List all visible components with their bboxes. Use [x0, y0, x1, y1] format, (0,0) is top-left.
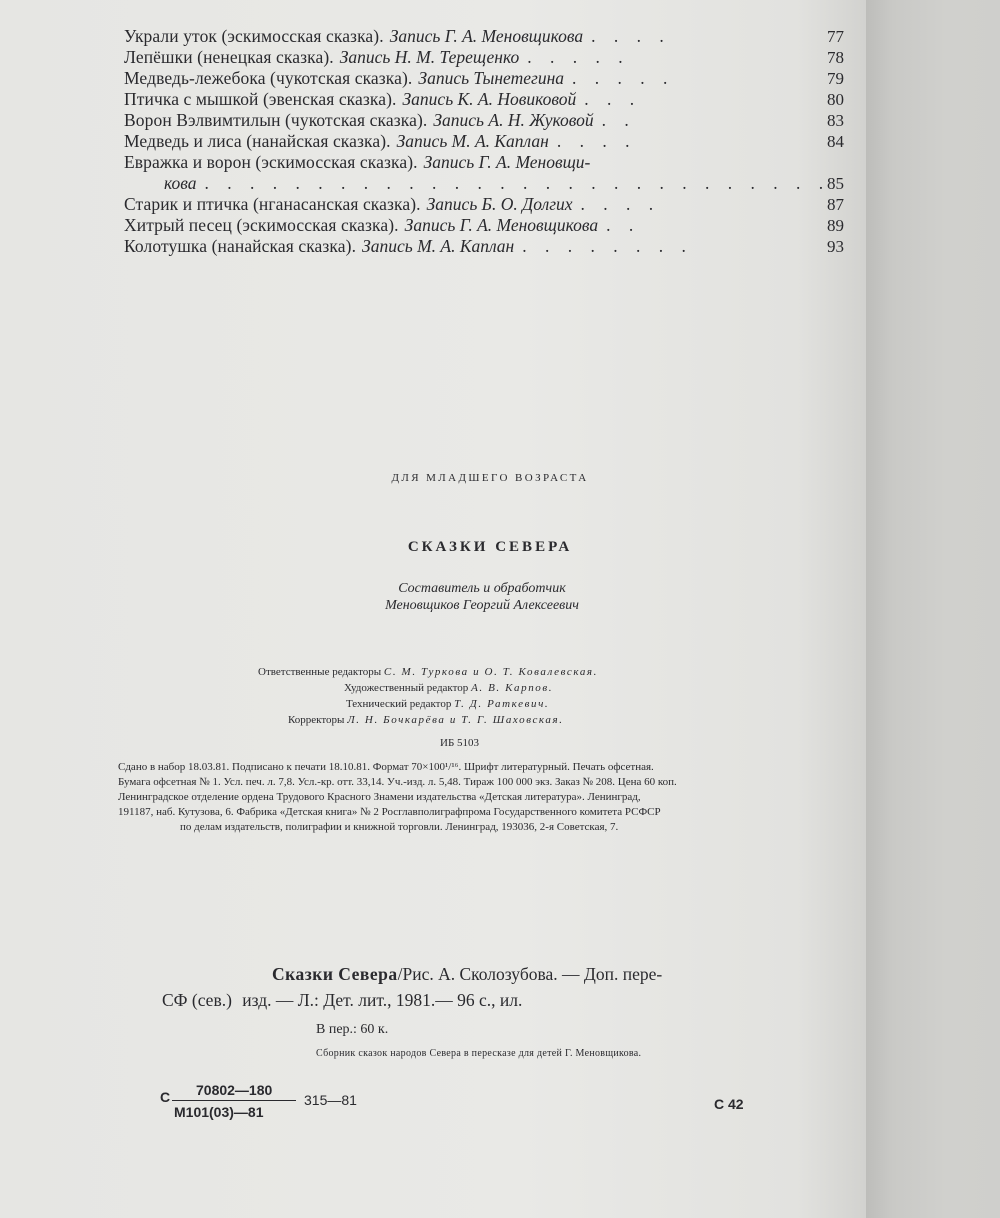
toc-author: Запись Тынетегина — [418, 68, 565, 88]
toc-page-number: 78 — [827, 48, 844, 67]
toc-row — [124, 26, 854, 47]
toc-author: Запись Г. А. Меновщикова — [404, 215, 599, 235]
credit-line: Технический редактор Т. Д. Раткевич. — [346, 698, 550, 710]
toc-author: Запись Б. О. Долгих — [426, 194, 573, 214]
toc-leader-dots: . . . . . — [572, 68, 675, 88]
toc-title: Старик и птичка (нганасанская сказка). — [124, 194, 421, 214]
code-right: С 42 — [714, 1096, 744, 1112]
imprint-line: Сдано в набор 18.03.81. Подписано к печати 18.10.81. Формат 70×100¹/¹⁶. Шрифт литературный. Печать офсетная. — [118, 761, 654, 773]
toc-page-number: 83 — [827, 111, 844, 130]
credit-line: Художественный редактор А. В. Карпов. — [344, 682, 554, 694]
toc-leader-dots: . . . . . . . . . . . . . . . . . . . . . . . . . . . . — [204, 173, 831, 193]
imprint-line: Бумага офсетная № 1. Усл. печ. л. 7,8. Усл.-кр. отт. 33,14. Уч.-изд. л. 5,48. Тираж 100 000 экз. Заказ № 208. Цена 60 коп. — [118, 776, 677, 788]
toc-leader-dots: . . — [601, 110, 636, 130]
toc-title: Евражка и ворон (эскимосская сказка). — [124, 152, 418, 172]
imprint-line: по делам издательств, полиграфии и книжной торговли. Ленинград, 193036, 2-я Советская, 7. — [180, 821, 619, 833]
toc-author: Запись Н. М. Терещенко — [339, 47, 520, 67]
biblio-line-2: СФ (сев.) изд. — Л.: Дет. лит., 1981.— 96 с., ил. — [162, 990, 523, 1010]
toc-author: Запись Г. А. Меновщи- — [423, 152, 591, 172]
table-of-contents — [124, 26, 854, 257]
toc-page-number: 79 — [827, 69, 844, 88]
toc-author: Запись А. Н. Жуковой — [433, 110, 594, 130]
compiler-role: Составитель и обработчик — [398, 581, 566, 596]
code-numerator: 70802—180 — [196, 1082, 273, 1098]
toc-page-number: 84 — [827, 132, 844, 151]
imprint-line: Ленинградское отделение ордена Трудового Красного Знамени издательства «Детская литература». Ленинград, — [118, 791, 641, 803]
toc-page-number: 93 — [827, 237, 844, 256]
toc-row — [124, 152, 854, 173]
toc-row — [124, 236, 854, 257]
ib-number: ИБ 5103 — [440, 737, 480, 749]
credit-line: Корректоры Л. Н. Бочкарёва и Т. Г. Шаховская. — [288, 714, 564, 726]
toc-page-number: 89 — [827, 216, 844, 235]
credit-line: Ответственные редакторы С. М. Туркова и О. Т. Ковалевская. — [258, 666, 598, 678]
toc-leader-dots: . . . . — [580, 194, 661, 214]
toc-title: Хитрый песец (эскимосская сказка). — [124, 215, 399, 235]
toc-row — [124, 110, 854, 131]
toc-row — [124, 68, 854, 89]
toc-row — [124, 131, 854, 152]
toc-author: кова — [164, 173, 197, 193]
code-suffix: 315—81 — [304, 1092, 357, 1108]
toc-leader-dots: . . . . — [556, 131, 637, 151]
toc-title: Медведь и лиса (нанайская сказка). — [124, 131, 391, 151]
toc-title: Колотушка (нанайская сказка). — [124, 236, 357, 256]
toc-author: Запись Г. А. Меновщикова — [389, 26, 584, 46]
toc-author: Запись М. А. Каплан — [362, 236, 515, 256]
toc-title: Ворон Вэлвимтилын (чукотская сказка). — [124, 110, 428, 130]
toc-leader-dots: . . . — [584, 89, 642, 109]
compiler-name: Меновщиков Георгий Алексеевич — [385, 598, 579, 613]
class-code: СФ (сев.) — [162, 990, 232, 1010]
toc-leader-dots: . . — [606, 215, 641, 235]
toc-page-number: 87 — [827, 195, 844, 214]
toc-row — [124, 194, 854, 215]
imprint-block — [118, 760, 838, 835]
fraction-line — [172, 1100, 296, 1101]
toc-page-number: 85 — [827, 174, 844, 193]
code-prefix: С — [160, 1089, 171, 1105]
toc-row — [124, 47, 854, 68]
code-denominator: М101(03)—81 — [174, 1104, 264, 1120]
biblio-line-1: Сказки Севера/Рис. А. Сколозубова. — Доп. пере- — [272, 964, 663, 984]
toc-row — [124, 215, 854, 236]
toc-leader-dots: . . . . — [591, 26, 671, 46]
toc-row — [124, 89, 854, 110]
book-title: СКАЗКИ СЕВЕРА — [407, 539, 573, 555]
toc-page-number: 80 — [827, 90, 844, 109]
toc-page-number: 77 — [827, 27, 844, 46]
age-label: ДЛЯ МЛАДШЕГО ВОЗРАСТА — [391, 472, 589, 484]
toc-author: Запись К. А. Новиковой — [402, 89, 577, 109]
toc-title: Птичка с мышкой (эвенская сказка). — [124, 89, 397, 109]
imprint-line: 191187, наб. Кутузова, 6. Фабрика «Детская книга» № 2 Росглавполиграфпрома Государственного комитета РСФСР — [118, 806, 661, 818]
toc-leader-dots: . . . . . . . . — [522, 236, 693, 256]
toc-title: Медведь-лежебока (чукотская сказка). — [124, 68, 413, 88]
toc-title: Украли уток (эскимосская сказка). — [124, 26, 384, 46]
price: В пер.: 60 к. — [316, 1022, 389, 1037]
toc-leader-dots: . . . . . — [527, 47, 630, 67]
toc-row — [124, 173, 854, 194]
toc-title: Лепёшки (ненецкая сказка). — [124, 47, 334, 67]
summary: Сборник сказок народов Севера в пересказе для детей Г. Меновщикова. — [316, 1048, 642, 1059]
toc-author: Запись М. А. Каплан — [396, 131, 549, 151]
